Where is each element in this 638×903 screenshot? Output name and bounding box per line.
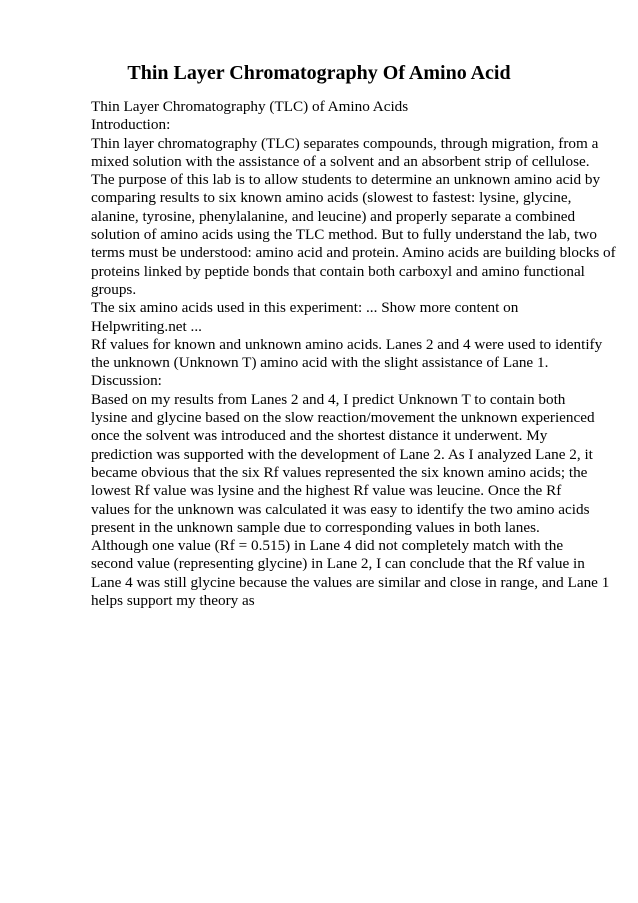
body-line: Helpwriting.net ... [91, 317, 202, 335]
body-line: once the solvent was introduced and the shortest distance it underwent. My [91, 427, 548, 445]
body-line: Introduction: [91, 116, 171, 134]
body-line: second value (representing glycine) in Lane 2, I can conclude that the Rf value in [91, 555, 585, 573]
body-line: Thin layer chromatography (TLC) separates compounds, through migration, from a [91, 134, 599, 152]
body-line: lowest Rf value was lysine and the highest Rf value was leucine. Once the Rf [91, 482, 562, 500]
body-line: alanine, tyrosine, phenylalanine, and leucine) and properly separate a combined [91, 207, 576, 225]
body-line: The purpose of this lab is to allow students to determine an unknown amino acid by [91, 171, 601, 189]
body-line: The six amino acids used in this experiment: ... Show more content on [91, 299, 519, 317]
body-line: mixed solution with the assistance of a solvent and an absorbent strip of cellulose. [91, 152, 590, 170]
body-line: lysine and glycine based on the slow reaction/movement the unknown experienced [91, 409, 595, 427]
body-line: values for the unknown was calculated it was easy to identify the two amino acids [91, 500, 590, 518]
body-line: present in the unknown sample due to corresponding values in both lanes. [91, 518, 540, 536]
body-line: proteins linked by peptide bonds that contain both carboxyl and amino functional [91, 262, 585, 280]
body-line: the unknown (Unknown T) amino acid with the slight assistance of Lane 1. [91, 354, 549, 372]
page-title: Thin Layer Chromatography Of Amino Acid [127, 62, 511, 84]
body-line: became obvious that the six Rf values represented the six known amino acids; the [91, 463, 588, 481]
body-line: Although one value (Rf = 0.515) in Lane 4 did not completely match with the [91, 537, 564, 555]
body-line: Based on my results from Lanes 2 and 4, I predict Unknown T to contain both [91, 390, 566, 408]
body-line: Thin Layer Chromatography (TLC) of Amino Acids [91, 98, 409, 115]
document-body [91, 98, 616, 610]
body-line: comparing results to six known amino acids (slowest to fastest: lysine, glycine, [91, 189, 572, 207]
body-line: terms must be understood: amino acid and protein. Amino acids are building blocks of [91, 244, 616, 262]
body-line: solution of amino acids using the TLC method. But to fully understand the lab, two [91, 226, 597, 244]
body-line: Rf values for known and unknown amino acids. Lanes 2 and 4 were used to identify [91, 335, 603, 353]
body-line: groups. [91, 280, 137, 298]
body-line: Lane 4 was still glycine because the values are similar and close in range, and Lane 1 [91, 573, 610, 591]
body-line: helps support my theory as [91, 592, 255, 610]
body-line: Discussion: [91, 372, 162, 390]
body-line: prediction was supported with the development of Lane 2. As I analyzed Lane 2, it [91, 445, 593, 463]
